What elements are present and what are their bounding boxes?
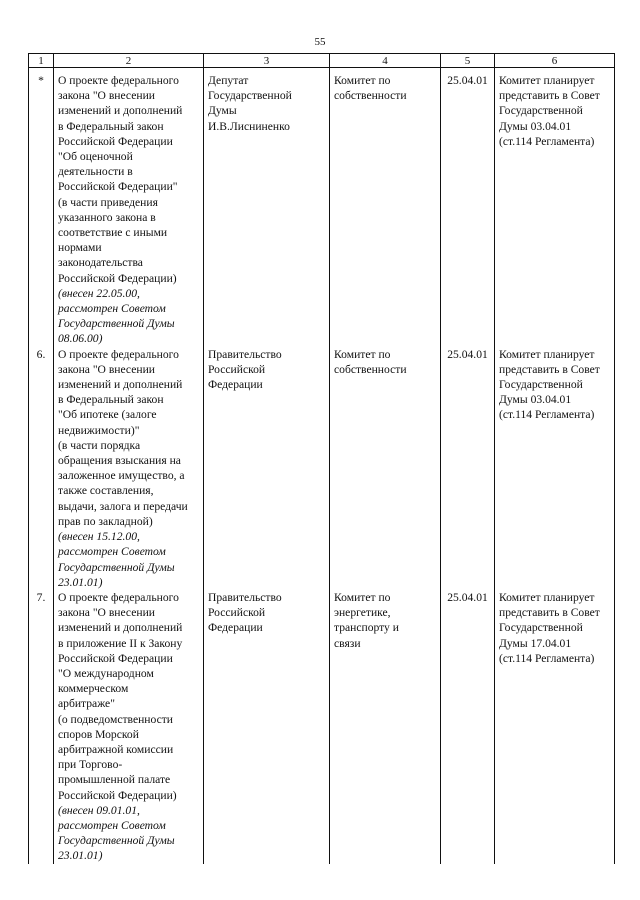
bill-title-line: Российской Федерации" — [58, 180, 178, 194]
plan-cell — [495, 590, 615, 864]
row-number: 6. — [29, 347, 54, 590]
bill-title-line: арбитражной комиссии — [58, 742, 174, 756]
author-line: Думы — [208, 104, 237, 118]
author-line: Правительство — [208, 347, 282, 361]
bill-title-line: О проекте федерального — [58, 347, 179, 361]
author-line: Российской — [208, 362, 266, 376]
plan-line: Думы 03.04.01 — [499, 393, 572, 407]
column-number: 5 — [441, 54, 495, 68]
bill-title-line: изменений и дополнений — [58, 378, 183, 392]
submission-note-line: (внесен 15.12.00, — [58, 530, 140, 544]
committee-line: Комитет по — [334, 74, 391, 87]
author-cell — [204, 347, 330, 590]
bill-title-line: "Об ипотеке (залоге — [58, 408, 157, 422]
table-row — [29, 68, 615, 347]
bill-title-line: также составления, — [58, 484, 154, 498]
plan-line: представить в Совет — [499, 362, 600, 376]
table-row — [29, 590, 615, 864]
column-number-row — [29, 54, 615, 68]
bill-title-line: (в части приведения — [58, 195, 158, 209]
bill-title-line: промышленной палате — [58, 773, 171, 787]
bill-title-line: обращения взыскания на — [58, 454, 181, 468]
column-number: 3 — [204, 54, 330, 68]
submission-note — [58, 286, 199, 347]
bill-title-line: (в части порядка — [58, 438, 141, 452]
author-line: Государственной — [208, 89, 292, 103]
bill-title-line: в Федеральный закон — [58, 393, 164, 407]
committee-cell — [330, 68, 441, 347]
plan-line: Государственной — [499, 378, 583, 392]
bill-title-line: арбитраже" — [58, 697, 115, 711]
bill-title-line: заложенное имущество, а — [58, 469, 185, 483]
author-line: Правительство — [208, 590, 282, 604]
plan-line: представить в Совет — [499, 89, 600, 103]
bill-title-line: нормами — [58, 241, 102, 255]
bill-title-line: законодательства — [58, 256, 143, 270]
row-number: 7. — [29, 590, 54, 864]
committee-cell — [330, 590, 441, 864]
committee-line: Комитет по — [334, 347, 391, 361]
committee-line: энергетике, — [334, 606, 391, 620]
bill-title-line: в приложение II к Закону — [58, 636, 183, 650]
bill-title-cell — [54, 590, 204, 864]
bill-title-line: (о подведомственности — [58, 712, 174, 726]
bill-title-line: деятельности в — [58, 165, 133, 179]
date-cell: 25.04.01 — [441, 347, 495, 590]
bill-title-line: изменений и дополнений — [58, 621, 183, 635]
bill-title-line: прав по закладной) — [58, 514, 153, 528]
bill-title-line: Российской Федерации — [58, 134, 173, 148]
committee-line: связи — [334, 636, 361, 650]
plan-line: Думы 17.04.01 — [499, 636, 572, 650]
submission-note-line: рассмотрен Советом — [58, 302, 166, 316]
submission-note-line: Государственной Думы — [58, 560, 175, 574]
submission-note-line: (внесен 22.05.00, — [58, 286, 140, 300]
committee-cell — [330, 347, 441, 590]
author-cell — [204, 68, 330, 347]
page-number: 55 — [314, 36, 326, 48]
bill-title-line: закона "О внесении — [58, 606, 155, 620]
plan-cell — [495, 347, 615, 590]
bill-title-line: в Федеральный закон — [58, 119, 164, 133]
committee-line: собственности — [334, 362, 407, 376]
plan-line: Комитет планирует — [499, 590, 595, 604]
author-line: Федерации — [208, 378, 263, 392]
column-number: 2 — [54, 54, 204, 68]
plan-line: представить в Совет — [499, 606, 600, 620]
author-line: Федерации — [208, 621, 263, 635]
committee-line: транспорту и — [334, 621, 399, 635]
agenda-table — [28, 53, 615, 864]
submission-note — [58, 529, 199, 590]
submission-note-line: 23.01.01) — [58, 849, 103, 863]
bill-title-line: изменений и дополнений — [58, 104, 183, 118]
author-cell — [204, 590, 330, 864]
row-number: * — [29, 68, 54, 347]
bill-title-line: Российской Федерации — [58, 651, 173, 665]
committee-line: Комитет по — [334, 590, 391, 604]
bill-title-line: споров Морской — [58, 727, 139, 741]
plan-line: Государственной — [499, 104, 583, 118]
submission-note — [58, 803, 199, 864]
bill-title-line: указанного закона в — [58, 210, 156, 224]
submission-note-line: Государственной Думы — [58, 317, 175, 331]
plan-line: (ст.114 Регламента) — [499, 134, 595, 148]
bill-title-cell — [54, 68, 204, 347]
submission-note-line: рассмотрен Советом — [58, 818, 166, 832]
plan-line: Государственной — [499, 621, 583, 635]
submission-note-line: (внесен 09.01.01, — [58, 803, 140, 817]
plan-line: (ст.114 Регламента) — [499, 651, 595, 665]
plan-line: Комитет планирует — [499, 74, 595, 87]
bill-title-line: О проекте федерального — [58, 74, 179, 87]
submission-note-line: Государственной Думы — [58, 834, 175, 848]
bill-title-line: выдачи, залога и передачи — [58, 499, 188, 513]
date-cell: 25.04.01 — [441, 68, 495, 347]
plan-line: Думы 03.04.01 — [499, 119, 572, 133]
bill-title-line: недвижимости)" — [58, 423, 140, 437]
author-line: И.В.Лисниненко — [208, 119, 290, 133]
date-cell: 25.04.01 — [441, 590, 495, 864]
bill-title-line: коммерческом — [58, 682, 129, 696]
bill-title-line: О проекте федерального — [58, 590, 179, 604]
bill-title-line: при Торгово- — [58, 758, 123, 772]
bill-title-line: Российской Федерации) — [58, 271, 177, 285]
submission-note-line: 23.01.01) — [58, 575, 103, 589]
column-number: 6 — [495, 54, 615, 68]
author-line: Депутат — [208, 74, 249, 87]
plan-cell — [495, 68, 615, 347]
table-row — [29, 347, 615, 590]
submission-note-line: 08.06.00) — [58, 332, 103, 346]
bill-title-line: "О международном — [58, 666, 154, 680]
plan-line: Комитет планирует — [499, 347, 595, 361]
bill-title-line: Российской Федерации) — [58, 788, 177, 802]
committee-line: собственности — [334, 89, 407, 103]
submission-note-line: рассмотрен Советом — [58, 545, 166, 559]
bill-title-line: "Об оценочной — [58, 150, 133, 164]
bill-title-line: соответствие с иными — [58, 226, 168, 240]
bill-title-cell — [54, 347, 204, 590]
author-line: Российской — [208, 606, 266, 620]
plan-line: (ст.114 Регламента) — [499, 408, 595, 422]
bill-title-line: закона "О внесении — [58, 89, 155, 103]
column-number: 1 — [29, 54, 54, 68]
bill-title-line: закона "О внесении — [58, 362, 155, 376]
column-number: 4 — [330, 54, 441, 68]
